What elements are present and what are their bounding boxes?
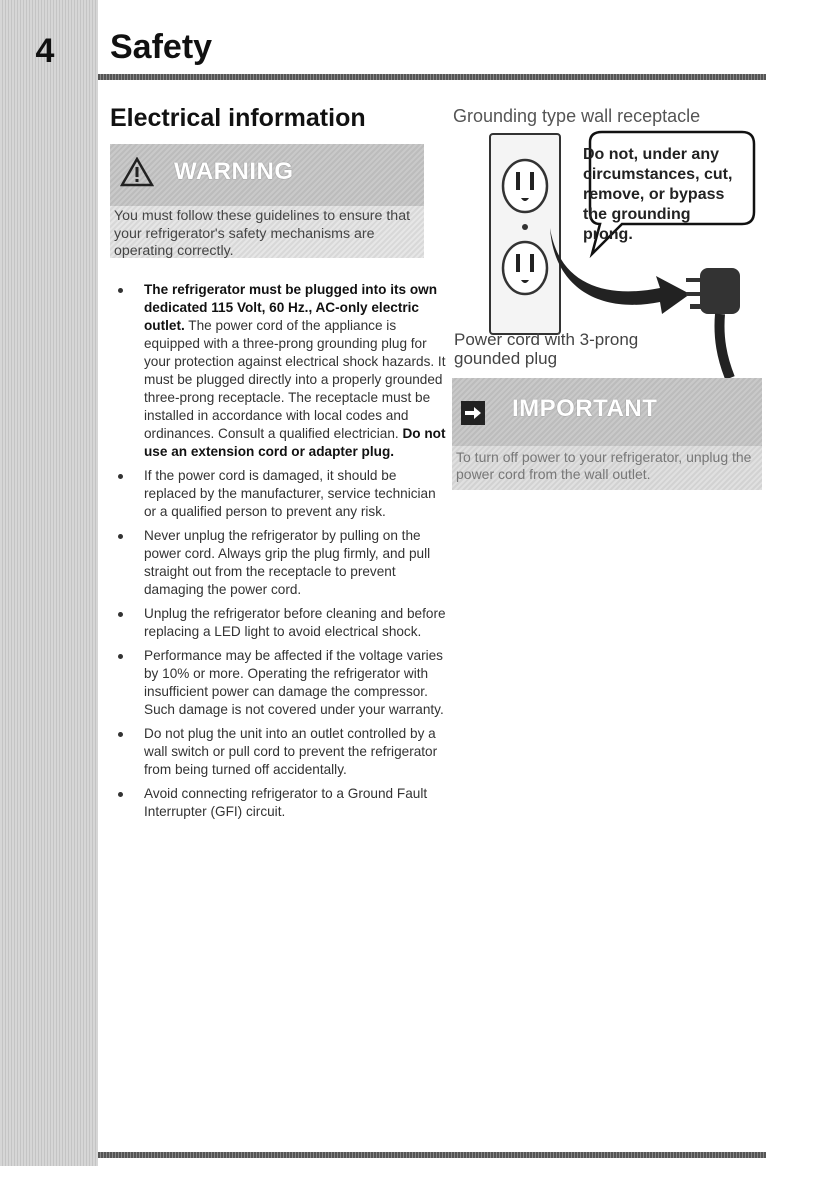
electrical-heading: Electrical information: [110, 104, 366, 132]
bullet-tail: Do not use an extension cord or adapter plug.: [144, 426, 446, 459]
list-item: If the power cord is damaged, it should be replaced by the manufacturer, service technician or a qualified person to prevent any risk.: [116, 467, 446, 521]
list-item: Do not plug the unit into an outlet controlled by a wall switch or pull cord to prevent the refrigerator from being turned off accidentally.: [116, 725, 446, 779]
warning-icon: [120, 157, 154, 187]
important-text: To turn off power to your refrigerator, unplug the power cord from the wall outlet.: [452, 446, 762, 490]
list-item: Unplug the refrigerator before cleaning and before replacing a LED light to avoid electrical shock.: [116, 605, 446, 641]
outlet-icon: [490, 134, 560, 334]
arrow-right-icon: [461, 401, 485, 425]
warning-header: [116, 152, 418, 192]
list-item: Avoid connecting refrigerator to a Ground Fault Interrupter (GFI) circuit.: [116, 785, 446, 821]
header-rule: [98, 74, 766, 80]
grounding-callout: Do not, under any circumstances, cut, remove, or bypass the grounding prong.: [583, 146, 733, 243]
bullet-lead: The refrigerator must be plugged into its own dedicated 115 Volt, 60 Hz., AC-only electric outlet.: [144, 282, 438, 333]
important-box: [452, 378, 762, 490]
list-item: [116, 281, 446, 461]
warning-box: [110, 144, 424, 258]
safety-bullet-list: [116, 281, 446, 827]
list-item: Performance may be affected if the voltage varies by 10% or more. Operating the refrigerator with insufficient power can damage the compressor. Such damage is not covered under your warranty.: [116, 647, 446, 719]
power-cord-label: Power cord with 3-prong gounded plug: [454, 330, 639, 368]
plug-icon: [686, 268, 740, 378]
warning-title: WARNING: [174, 158, 294, 185]
warning-text: You must follow these guidelines to ensure that your refrigerator's safety mechanisms are operating correctly.: [110, 206, 424, 258]
list-item: Never unplug the refrigerator by pulling on the power cord. Always grip the plug firmly, and pull straight out from the receptacle to prevent damaging the power cord.: [116, 527, 446, 599]
important-title: IMPORTANT: [512, 395, 658, 422]
page-number: 4: [35, 31, 55, 70]
footer-rule: [98, 1152, 766, 1158]
bullet-body: The power cord of the appliance is equipped with a three-prong grounding plug for your protection against electrical shock hazards. It must be plugged directly into a properly grounded three-prong receptacle. The receptacle must be installed in accordance with local codes and ordinances. Consult a qualified electrician.: [144, 318, 446, 441]
section-title: Safety: [110, 28, 213, 66]
sidebar-strip: [0, 0, 98, 1166]
diagram-title: Grounding type wall receptacle: [453, 106, 701, 126]
